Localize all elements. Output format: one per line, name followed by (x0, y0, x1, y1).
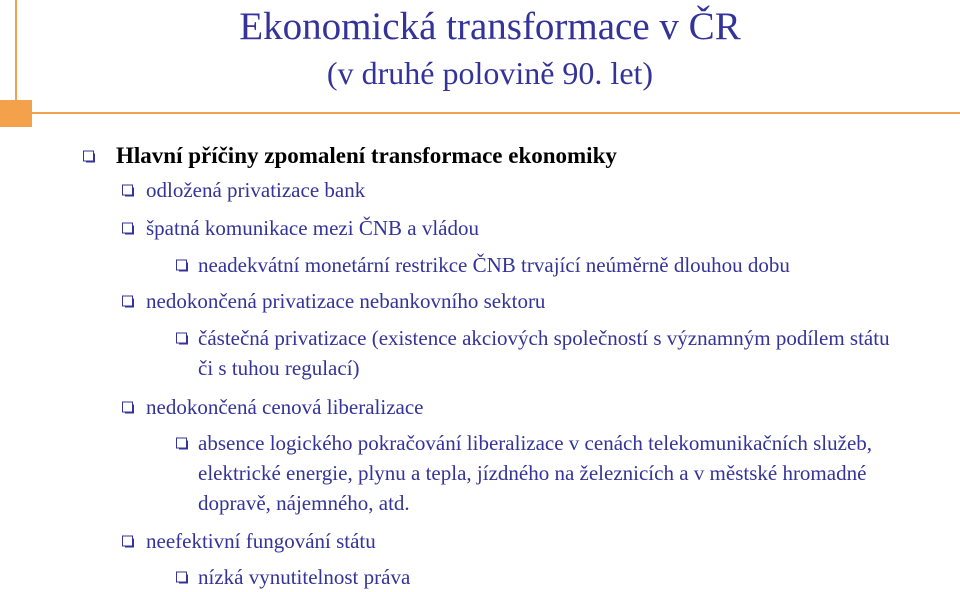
list-subitem: nízká vynutitelnost práva (198, 562, 898, 592)
square-bullet-icon (176, 260, 187, 271)
square-bullet-icon (122, 223, 133, 234)
square-bullet-icon (176, 333, 187, 344)
list-subitem: částečná privatizace (existence akciových společností s významným podílem státu či s tuhou regulací) (198, 323, 898, 383)
list-item: nedokončená privatizace nebankovního sektoru (146, 286, 545, 316)
decorative-horizontal-line (0, 112, 960, 114)
square-bullet-icon (122, 185, 133, 196)
outline-heading: Hlavní příčiny zpomalení transformace ekonomiky (116, 141, 617, 171)
square-bullet-icon (122, 536, 133, 547)
list-item: odložená privatizace bank (146, 175, 365, 205)
square-bullet-icon (122, 296, 133, 307)
square-bullet-icon (122, 402, 133, 413)
list-item: špatná komunikace mezi ČNB a vládou (146, 213, 479, 243)
decorative-orange-square (0, 100, 32, 127)
list-subitem: neadekvátní monetární restrikce ČNB trvající neúměrně dlouhou dobu (198, 250, 898, 280)
slide-subtitle: (v druhé polovině 90. let) (326, 55, 654, 91)
slide-title: Ekonomická transformace v ČR (239, 5, 741, 48)
square-bullet-icon (176, 438, 187, 449)
list-item: neefektivní fungování státu (146, 526, 376, 556)
list-subitem: absence logického pokračování liberalizace v cenách telekomunikačních služeb, elektrické energie, plynu a tepla, jízdného na železnicích a v městské hromadné dopravě, nájemného, atd. (198, 428, 898, 518)
list-item: nedokončená cenová liberalizace (146, 392, 424, 422)
square-bullet-icon (83, 151, 94, 162)
square-bullet-icon (176, 572, 187, 583)
